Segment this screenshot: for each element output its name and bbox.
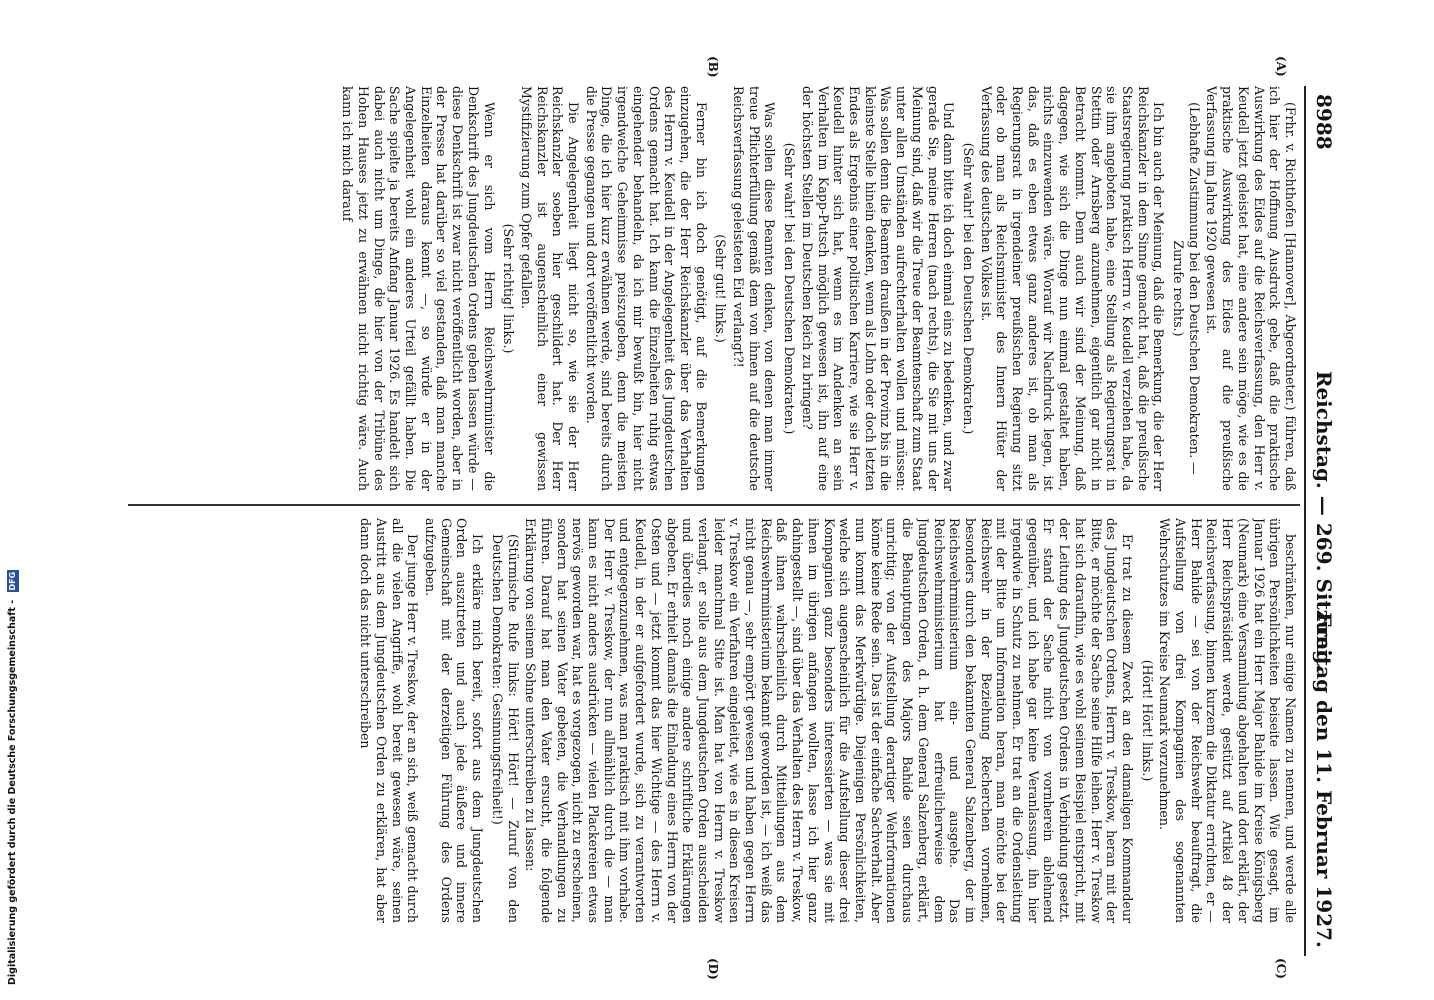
margin-mark-a: (A): [1274, 56, 1288, 77]
column-divider: [128, 504, 1300, 506]
session-date: Freitag den 11. Februar 1927.: [1312, 612, 1336, 948]
interjection: (Sehr richtig! links.): [501, 223, 517, 354]
right-text-column: [128, 518, 1298, 923]
dfg-logo: DFG: [7, 571, 17, 591]
margin-mark-d: (D): [706, 958, 720, 980]
paragraph: Ich erkläre mich bereit, sofort aus dem Jungdeutschen Orden auszutreten und auch jede äußere und innere Gemeinschaft mit der derzeitigen Führung des Ordens aufzugeben.: [423, 518, 486, 923]
interjection: (Sehr gut! links.): [713, 234, 729, 343]
session-title: Reichstag. — 269. Sitzung.: [1312, 370, 1336, 672]
paragraph: Der junge Herr v. Treskow, der an sich, weiß gemacht durch all die vielen Angriffe, wohl bereit gewesen wäre, seinen Austritt aus dem Jungdeutschen Orden zu erklären, hat aber dann doch das nicht unterschreiben: [358, 518, 421, 923]
margin-mark-b: (B): [706, 56, 720, 78]
left-text-column: [128, 86, 1298, 491]
paragraph: Was sollen diese Beamten denken, von denen man immer treue Pflichterfüllung gemäß dem von ihnen auf die deutsche Reichsverfassung geleisteten Eid verlangt?!: [731, 86, 778, 491]
rotated-document: [120, 56, 1340, 980]
footer-text: Digitalisierung gefördert durch die Deutsche Forschungsgemeinschaft -: [7, 599, 18, 985]
interjection: (Hört! Hört! links.): [1139, 659, 1155, 782]
page-number: 8988: [1312, 94, 1336, 150]
interjection: (Sehr wahr! bei den Deutschen Demokraten.): [960, 142, 976, 435]
paragraph: Wenn er sich vom Herrn Reichswehrminister die Denkschrift des Jungdeutschen Ordens geben lassen würde — diese Denkschrift ist zwar nicht veröffentlicht worden, aber in der Presse hat darüber so viel gestanden, daß man manche Einzelheiten daraus kennt —, so würde er in der Angelegenheit wohl ein anderes Urteil gefällt haben. Die Sache spielte ja bereits Anfang Januar 1926. Es handelt sich dabei auch nicht um Dinge, die hier von der Tribüne des Hohen Hauses jetzt zu erwähnen nicht richtig wäre. Auch kann ich mich darauf: [340, 86, 497, 491]
paragraph: Ich bin auch der Meinung, daß die Bemerkung, die der Herr Reichskanzler in dem Sinne gemacht hat, daß die preußische Staatsregierung praktisch Herrn v. Keudell verziehen habe, da sie ihm angeboten habe, eine Stellung als Regierungsrat in Stettin oder Arnsberg anzunehmen, eigentlich gar nicht in Betracht kommt. Denn auch wir sind der Meinung, daß dagegen, wie sich die Dinge nun einmal gestaltet haben, nichts einzuwenden wäre. Worauf wir Nachdruck legen, ist das, daß es eben etwas ganz anderes ist, ob man als Regierungsrat in irgendeiner preußischen Regierung sitzt oder ob man als Reichsminister des Innern Hüter der Verfassung des deutschen Volkes ist.: [978, 86, 1167, 491]
interjection: (Sehr wahr! bei den Deutschen Demokraten.): [782, 142, 798, 435]
paragraph: Ferner bin ich doch genötigt, auf die Bemerkungen einzugehen, die der Herr Reichskanzler über das Verhalten des Herrn v. Keudell in der Angelegenheit des Jungdeutschen Ordens gemacht hat. Ich kann die Einzelheiten ruhig etwas eingehender behandeln, da ich mir bewußt bin, hier nicht irgendwelche Geheimnisse preiszugeben, denn die meisten Dinge, die ich hier kurz erwähnen werde, sind bereits durch die Presse gegangen und dort veröffentlicht worden.: [583, 86, 709, 491]
margin-mark-c: (C): [1274, 958, 1288, 979]
interjection: (Stürmische Rufe links: Hört! Hört! — Zuruf von den Deutschen Demokraten: Gesinnungsfreiheit!): [489, 534, 521, 923]
page-header: [1304, 86, 1340, 956]
paragraph: Er trat zu diesem Zweck an den damaligen Kommandeur des Jungdeutschen Ordens, Herrn v. Treskow, heran mit der Bitte, er möchte der Sache seine Hilfe leihen. Herr v. Treskow hat sich daraufhin, wie es wohl seinem Beispiel entspricht, mit der Leitung des Jungdeutschen Ordens in Verbindung gesetzt. Er stand der Sache nicht von vornherein ablehnend gegenüber, und ich habe gar keine Veranlassung, ihn hier irgendwie in Schutz zu nehmen. Er trat an die Ordensleitung mit der Bitte um Information heran, man möchte bei der Reichswehr in der Beziehung Recherchen vornehmen, besonders durch den bekannten General Salzenberg, der im Reichswehrministerium ein- und ausgehe. Das Reichswehrministerium hat erfreulicherweise dem Jungdeutschen Orden, d. h. dem General Salzenberg, erklärt, die Behauptungen des Majors Bahide seien durchaus unrichtig; von der Aufstellung derartiger Wehrformationen könne keine Rede sein. Das ist der einfache Sachverhalt. Aber nun kommt das Merkwürdige. Diejenigen Persönlichkeiten, welche sich augenscheinlich für die Aufstellung dieser drei Kompagnien ganz besonders interessierten — was sie mit ihnen im übrigen anfangen wollten, lasse ich hier ganz dahingestellt —, sind über das Verhalten des Herrn v. Treskow, daß ihnen wahrscheinlich durch Mitteilungen aus dem Reichswehrministerium bekannt geworden ist, — ich weiß das nicht genau —, sehr empört gewesen und haben gegen Herrn v. Treskow ein Verfahren eingeleitet, wie es in diesen Kreisen leider manchmal Sitte ist. Man hat von Herrn v. Treskow verlangt, er solle aus dem Jungdeutschen Orden ausscheiden und überdies noch einige andere schriftliche Erklärungen abgeben. Er erhielt damals die Einladung eines Herrn von der Osten und — jetzt kommt das hier Wichtige — des Herrn v. Keudell, in der er aufgefordert wurde, sich zu verantworten und entgegenzunehmen, was man praktisch mit ihm vorhabe. Der Herr v. Treskow, der nun allmählich durch die — man kann es nicht anders ausdrücken — vielen Plackereien etwas nervös geworden war, hat es vorgezogen, nicht zu erscheinen, sondern hat seinen Vater gebeten, die Verhandlungen zu führen. Darauf hat man den Vater ersucht, die folgende Erklärung von seinem Sohne unterschreiben zu lassen:: [523, 518, 1135, 923]
paragraph: beschränken, nur einige Namen zu nennen, und werde alle übrigen Persönlichkeiten beiseite lassen. Wie gesagt, im Januar 1926 hat ein Herr Major Bahide im Kreise Königsberg (Neumark) eine Versammlung abgehalten und dort erklärt, der Herr Reichspräsident werde, gestützt auf Artikel 48 der Reichsverfassung, binnen kurzem die Diktatur errichten, er — Herr Bahide — sei von der Reichswehr beauftragt, die Aufstellung von drei Kompagnien des sogenannten Wehrschutzes im Kreise Neumark vorzunehmen.: [1157, 518, 1298, 923]
interjection: (Lebhafte Zustimmung bei den Deutschen Demokraten. — Zurufe rechts.): [1171, 102, 1202, 475]
paragraph: Die Angelegenheit liegt nicht so, wie sie der Herr Reichskanzler soeben hier geschildert hat. Der Herr Reichskanzler ist augenscheinlich einer gewissen Mystifizierung zum Opfer gefallen.: [518, 86, 582, 491]
paragraph: (Frhr. v. Richthofen [Hannover], Abgeordneter.) führen, daß ich hier der Hoffnung Ausdruck gebe, daß die praktische Auswirkung des Eides auf die Reichsverfassung, den Herr v. Keudell jetzt geleistet hat, eine andere sein möge, wie es die praktische Auswirkung des Eides auf die preußische Verfassung im Jahre 1920 gewesen ist.: [1204, 86, 1298, 491]
paragraph: Und dann bitte ich doch einmal eins zu bedenken, und zwar gerade Sie, meine Herren (nach rechts), die Sie mit uns der Meinung sind, daß wir die Treue der Beamtenschaft zum Staat unter allen Umständen aufrechterhalten wollen und müssen: Was sollen denn die Beamten draußen in der Provinz bis in die kleinste Stelle hinein denken, wenn als Lohn oder doch letzten Endes als Ergebnis einer politischen Karriere, wie sie Herr v. Keudell hinter sich hat, wenn es im Andenken an sein Verhalten im Kapp-Putsch möglich gewesen ist, ihn auf eine der höchsten Stellen im Deutschen Reich zu bringen?: [799, 86, 957, 491]
digitization-footer: [2, 0, 24, 1000]
